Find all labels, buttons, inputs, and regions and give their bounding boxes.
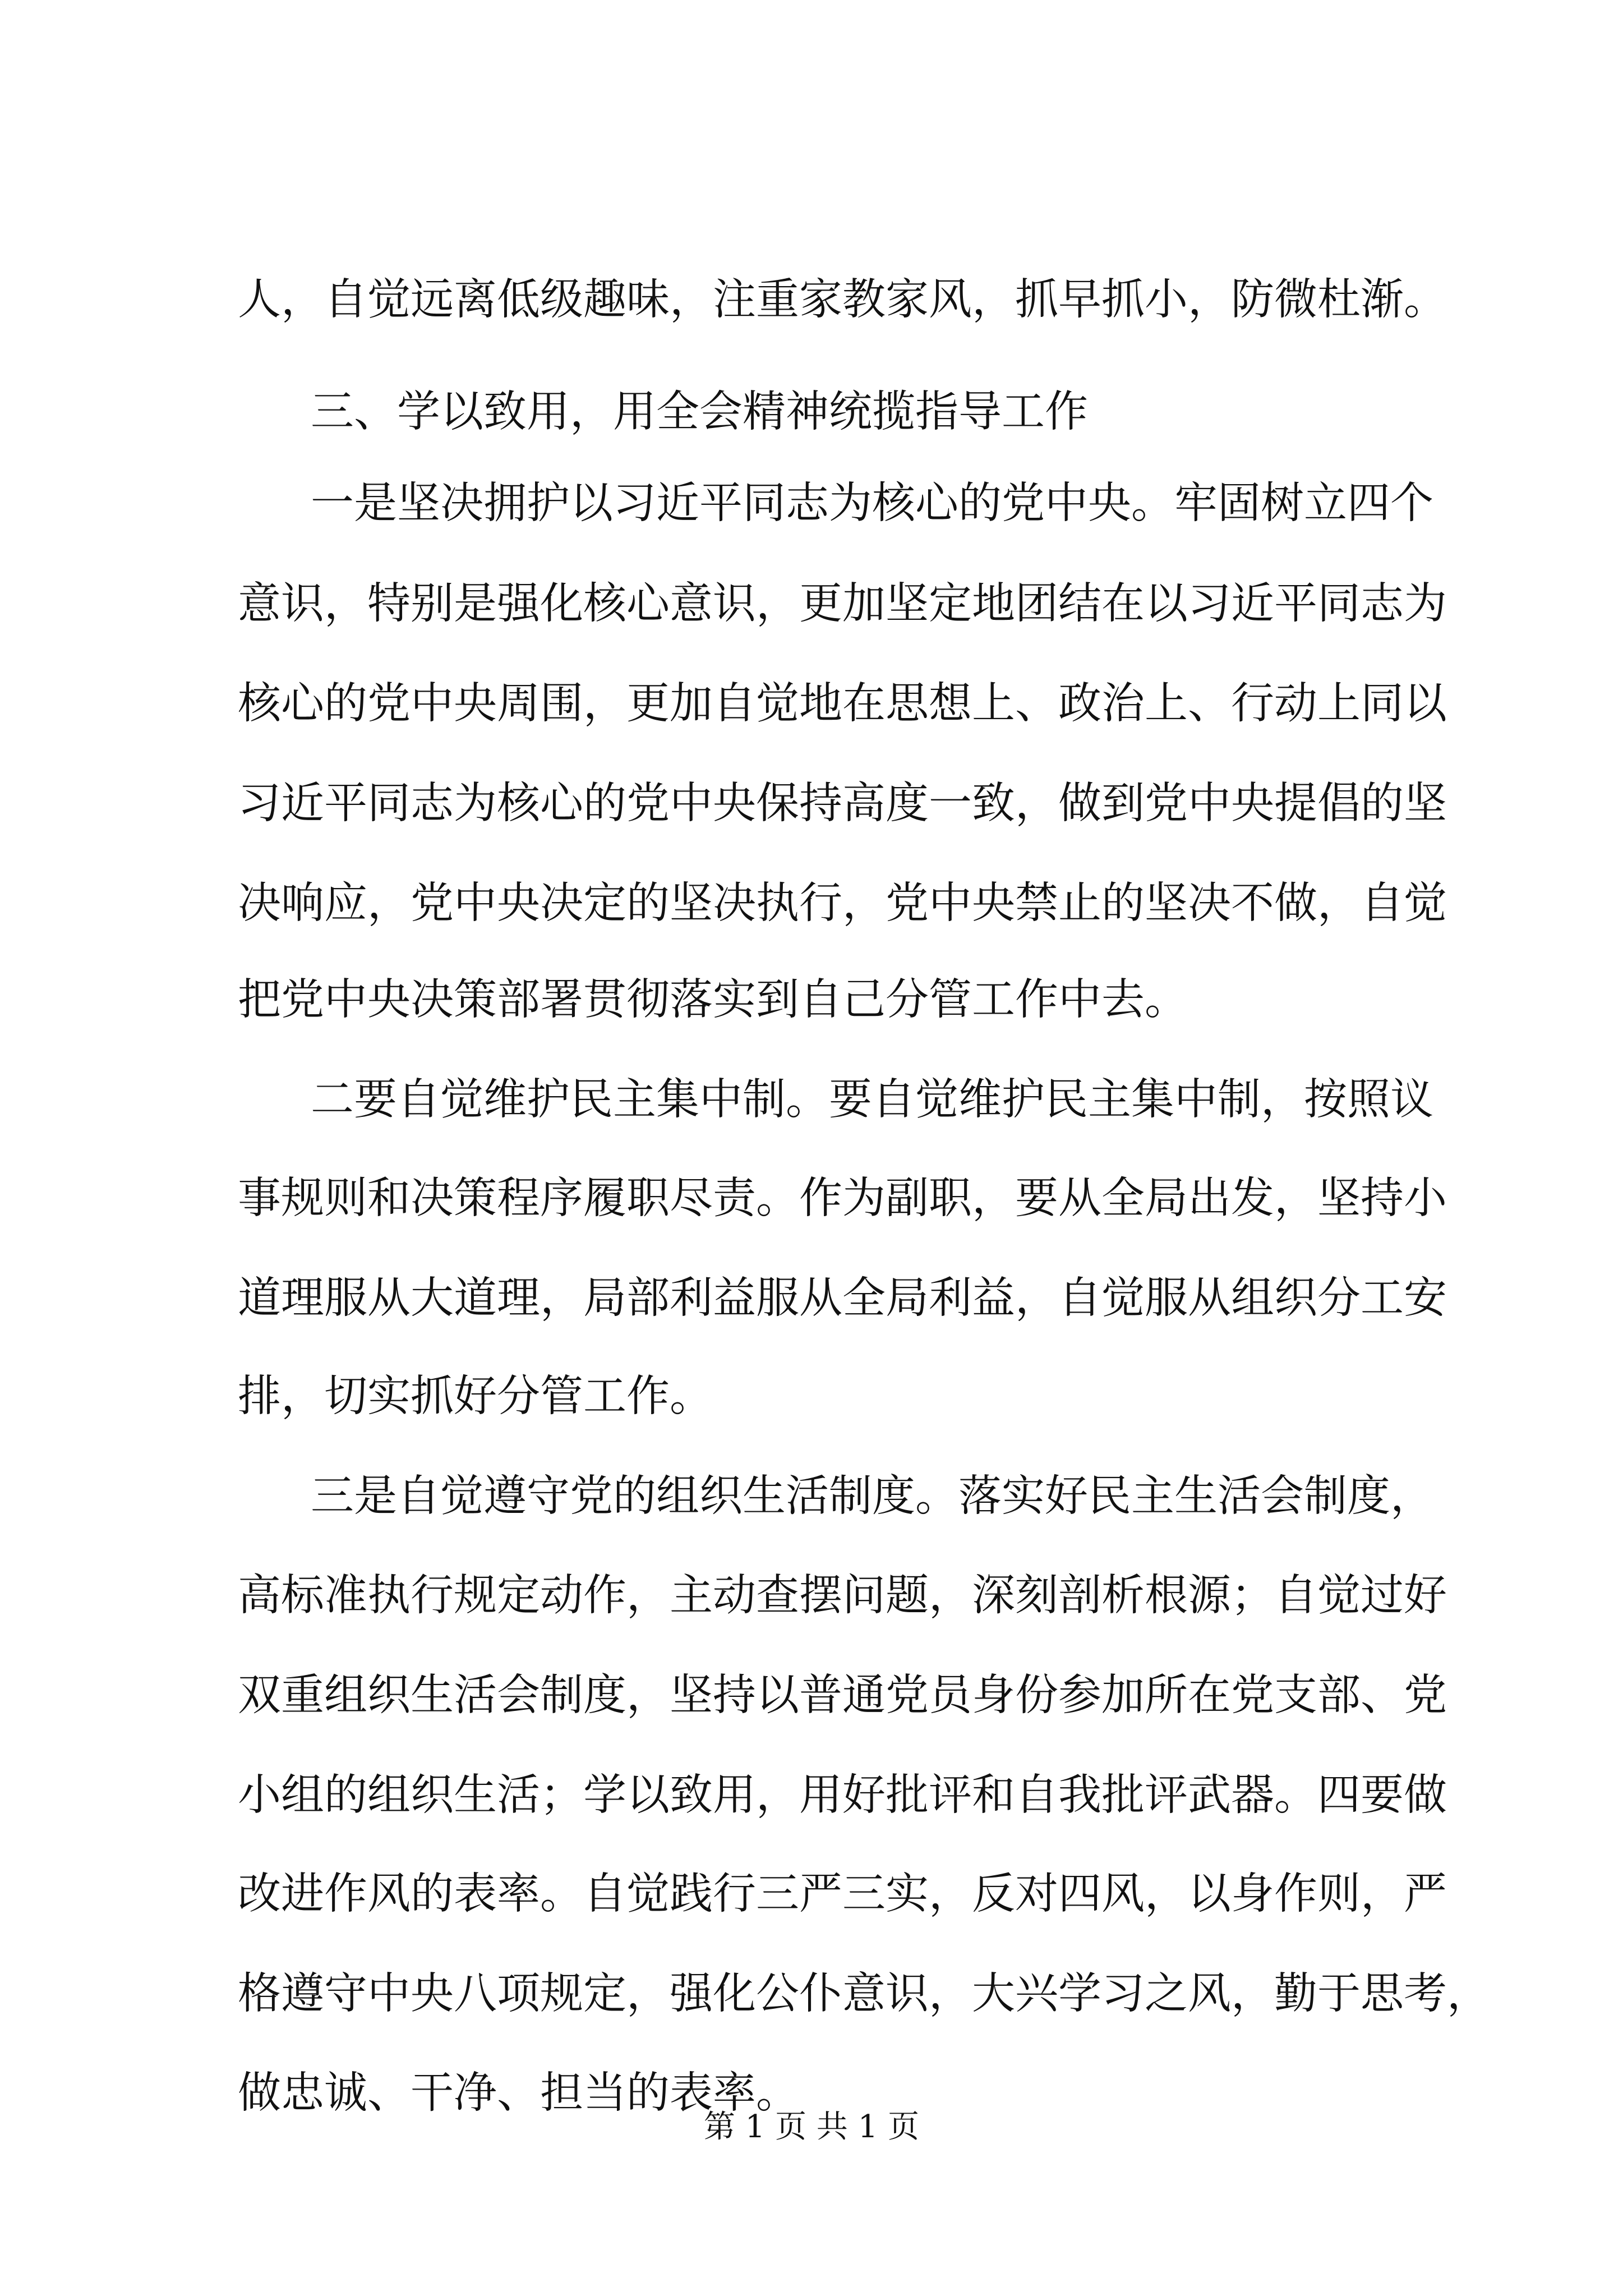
text-line: 人，自觉远离低级趣味，注重家教家风，抓早抓小，防微杜渐。 xyxy=(238,275,1447,325)
page-number-footer: 第 1 页 共 1 页 xyxy=(703,2109,920,2145)
text-line: 高标准执行规定动作，主动查摆问题，深刻剖析根源；自觉过好 xyxy=(238,1571,1447,1621)
text-line: 一是坚决拥护以习近平同志为核心的党中央。牢固树立四个 xyxy=(311,478,1433,528)
text-line: 双重组织生活会制度，坚持以普通党员身份参加所在党支部、党 xyxy=(238,1671,1447,1720)
text-line: 格遵守中央八项规定，强化公仆意识，大兴学习之风，勤于思考， xyxy=(238,1969,1490,2019)
text-line: 改进作风的表率。自觉践行三严三实，反对四风，以身作则，严 xyxy=(238,1869,1447,1919)
text-line: 意识，特别是强化核心意识，更加坚定地团结在以习近平同志为 xyxy=(238,579,1447,629)
text-line: 三是自觉遵守党的组织生活制度。落实好民主生活会制度， xyxy=(311,1471,1433,1521)
section-heading: 三、学以致用，用全会精神统揽指导工作 xyxy=(311,387,1088,437)
text-line: 小组的组织生活；学以致用，用好批评和自我批评武器。四要做 xyxy=(238,1770,1447,1820)
text-line: 道理服从大道理，局部利益服从全局利益，自觉服从组织分工安 xyxy=(238,1273,1447,1323)
text-line: 做忠诚、干净、担当的表率。 xyxy=(238,2068,799,2118)
text-line: 事规则和决策程序履职尽责。作为副职，要从全局出发，坚持小 xyxy=(238,1174,1447,1223)
text-line: 把党中央决策部署贯彻落实到自己分管工作中去。 xyxy=(238,975,1188,1025)
text-line: 核心的党中央周围，更加自觉地在思想上、政治上、行动上同以 xyxy=(238,679,1447,729)
text-line: 二要自觉维护民主集中制。要自觉维护民主集中制，按照议 xyxy=(311,1075,1433,1125)
text-line: 习近平同志为核心的党中央保持高度一致，做到党中央提倡的坚 xyxy=(238,779,1447,829)
text-line: 排，切实抓好分管工作。 xyxy=(238,1372,713,1421)
text-line: 决响应，党中央决定的坚决执行，党中央禁止的坚决不做，自觉 xyxy=(238,878,1447,928)
